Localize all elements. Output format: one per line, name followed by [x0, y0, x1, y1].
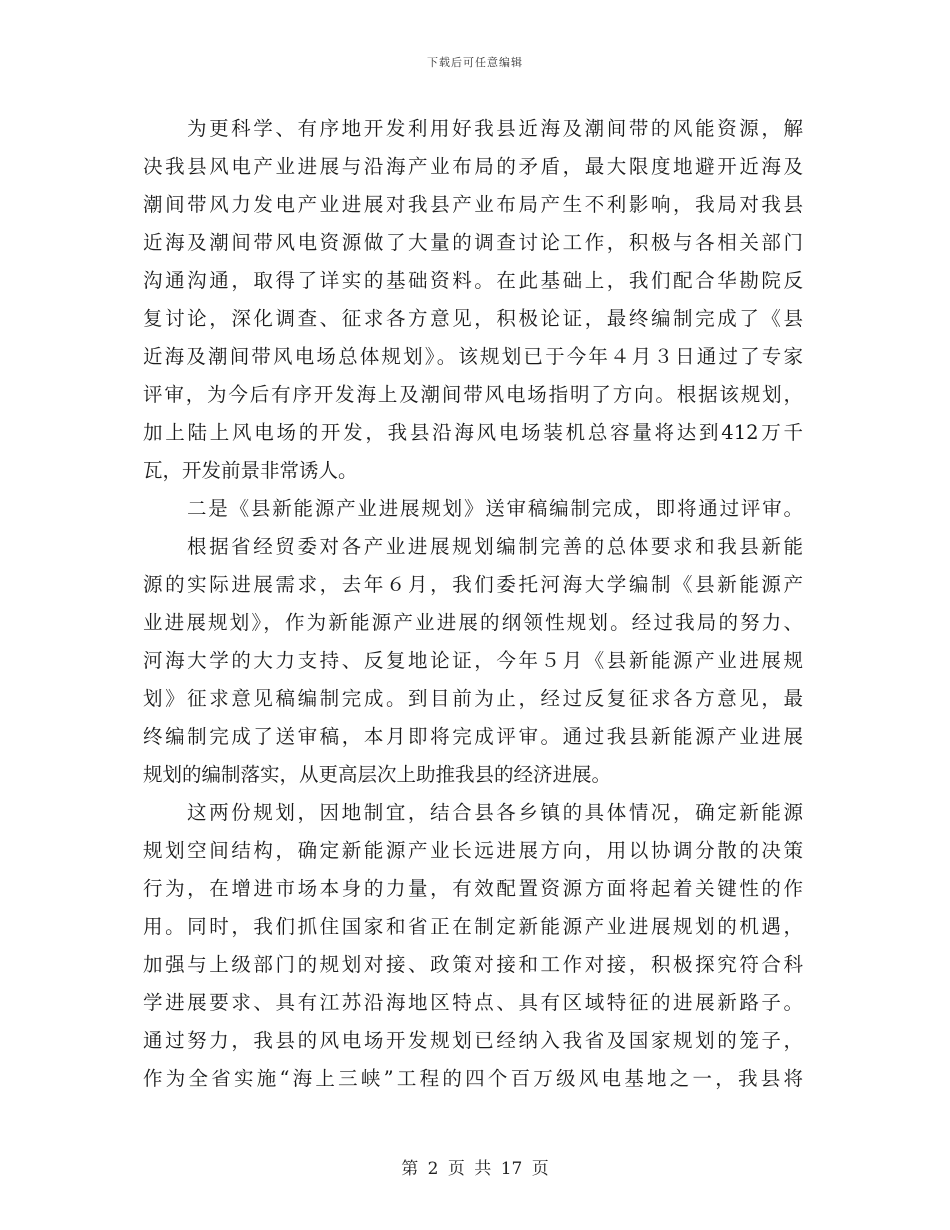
- text-line: 近海及潮间带风电资源做了大量的调查讨论工作，积极与各相关部门: [143, 231, 803, 254]
- text-line: 加上陆上风电场的开发，我县沿海风电场装机总容量将达到412万千: [143, 421, 803, 444]
- text-line: 通过努力，我县的风电场开发规划已经纳入我省及国家规划的笼子，: [143, 1029, 803, 1052]
- text-line: 规划空间结构，确定新能源产业长远进展方向，用以协调分散的决策: [143, 839, 803, 862]
- text-line: 用。同时，我们抓住国家和省正在制定新能源产业进展规划的机遇，: [143, 915, 803, 938]
- text-line: 决我县风电产业进展与沿海产业布局的矛盾，最大限度地避开近海及: [143, 155, 803, 178]
- text-line: 作为全省实施“海上三峡”工程的四个百万级风电基地之一，我县将: [143, 1067, 803, 1090]
- text-line: 二是《县新能源产业进展规划》送审稿编制完成，即将通过评审。: [187, 497, 803, 520]
- page-header: 下载后可任意编辑: [427, 56, 523, 69]
- text-line: 划》征求意见稿编制完成。到目前为止，经过反复征求各方意见，最: [143, 687, 803, 710]
- text-line: 业进展规划》，作为新能源产业进展的纲领性规划。经过我局的努力、: [143, 611, 803, 634]
- text-line: 终编制完成了送审稿，本月即将完成评审。通过我县新能源产业进展: [143, 725, 803, 748]
- text-line: 根据省经贸委对各产业进展规划编制完善的总体要求和我县新能: [187, 535, 803, 558]
- text-line: 河海大学的大力支持、反复地论证，今年５月《县新能源产业进展规: [143, 649, 803, 672]
- text-line: 评审，为今后有序开发海上及潮间带风电场指明了方向。根据该规划，: [143, 383, 803, 406]
- text-line: 加强与上级部门的规划对接、政策对接和工作对接，积极探究符合科: [143, 953, 803, 976]
- text-line: 这两份规划，因地制宜，结合县各乡镇的具体情况，确定新能源: [187, 801, 803, 824]
- text-line: 为更科学、有序地开发利用好我县近海及潮间带的风能资源，解: [187, 117, 803, 140]
- text-line: 近海及潮间带风电场总体规划》。该规划已于今年４月３日通过了专家: [143, 345, 803, 368]
- text-line: 复讨论，深化调查、征求各方意见，积极论证，最终编制完成了《县: [143, 307, 803, 330]
- text-line: 规划的编制落实，从更高层次上助推我县的经济进展。: [143, 763, 612, 786]
- text-line: 行为，在增进市场本身的力量，有效配置资源方面将起着关键性的作: [143, 877, 803, 900]
- text-line: 沟通沟通，取得了详实的基础资料。在此基础上，我们配合华勘院反: [143, 269, 803, 292]
- text-line: 瓦，开发前景非常诱人。: [143, 459, 358, 482]
- text-line: 学进展要求、具有江苏沿海地区特点、具有区域特征的进展新路子。: [143, 991, 803, 1014]
- document-body: [143, 110, 803, 1098]
- page-footer: 第 2 页 共 17 页: [401, 1159, 549, 1179]
- text-line: 潮间带风力发电产业进展对我县产业布局产生不利影响，我局对我县: [143, 193, 803, 216]
- text-line: 源的实际进展需求，去年６月，我们委托河海大学编制《县新能源产: [143, 573, 803, 596]
